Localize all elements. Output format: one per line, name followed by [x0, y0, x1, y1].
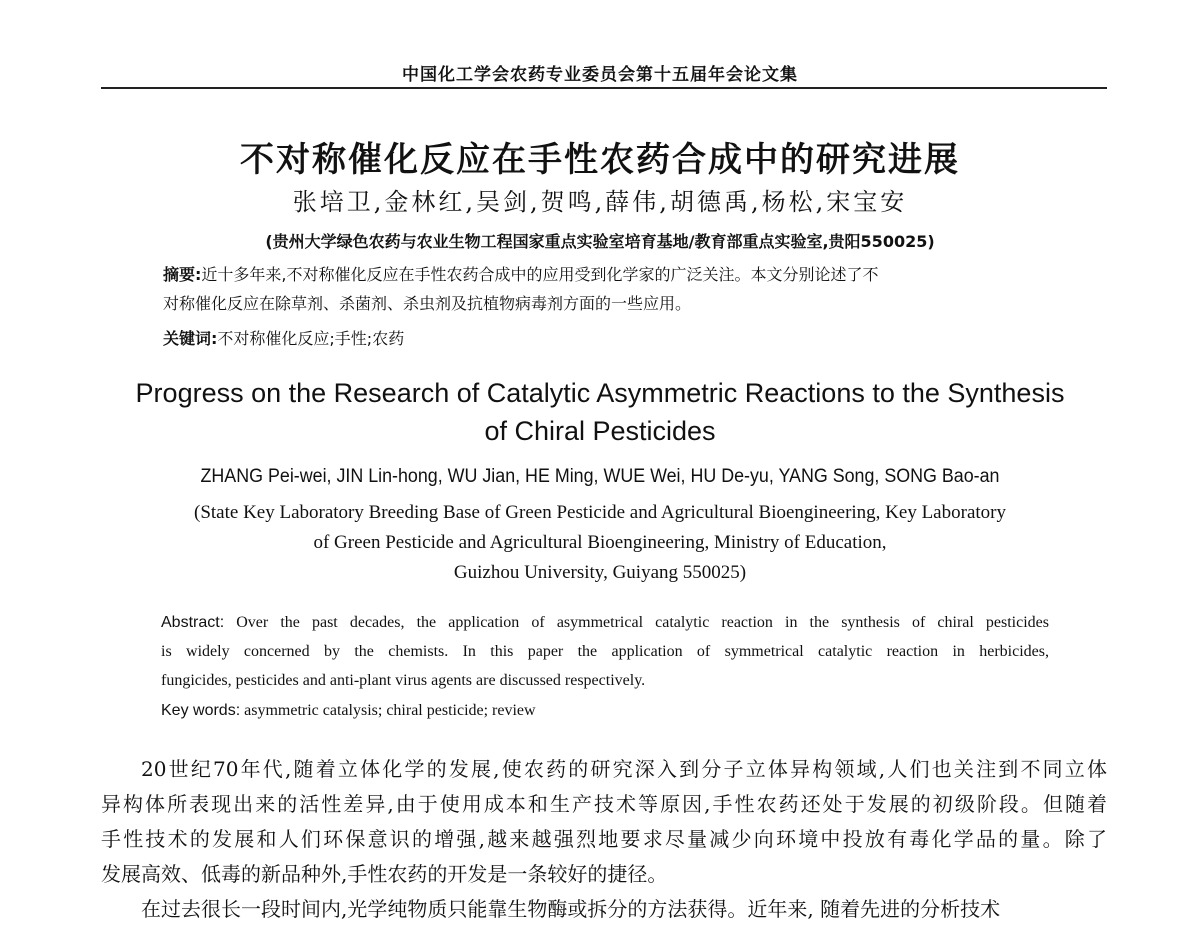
english-keywords-label: Key words:: [161, 702, 241, 719]
header-rule: [101, 87, 1107, 89]
english-keywords: [161, 702, 1049, 720]
chinese-title: 不对称催化反应在手性农药合成中的研究进展: [240, 140, 960, 180]
chinese-affiliation: (贵州大学绿色农药与农业生物工程国家重点实验室培育基地/教育部重点实验室,贵阳550025): [265, 232, 935, 251]
chinese-keywords: [163, 326, 1063, 349]
chinese-keywords-text: 不对称催化反应;手性;农药: [217, 329, 405, 348]
running-header: 中国化工学会农药专业委员会第十五届年会论文集: [402, 65, 798, 85]
english-abstract-text: is widely concerned by the chemists. In this paper the application of symmetrical catalytic reaction in herbicides,: [161, 643, 1049, 660]
body-paragraph-line: 在过去很长一段时间内,光学纯物质只能靠生物酶或拆分的方法获得。近年来, 随着先进的分析技术: [141, 897, 1001, 921]
english-title-line: Progress on the Research of Catalytic Asymmetric Reactions to the Synthesis: [135, 378, 1065, 408]
english-affiliation: [0, 498, 1200, 588]
english-keywords-text: asymmetric catalysis; chiral pesticide; review: [244, 702, 536, 719]
english-title-line: of Chiral Pesticides: [484, 416, 716, 446]
english-affiliation-line: (State Key Laboratory Breeding Base of Green Pesticide and Agricultural Bioengineering, Key Laboratory: [194, 502, 1006, 523]
body-paragraph-line: 发展高效、低毒的新品种外,手性农药的开发是一条较好的捷径。: [101, 862, 668, 886]
chinese-abstract-text: 对称催化反应在除草剂、杀菌剂、杀虫剂及抗植物病毒剂方面的一些应用。: [163, 294, 692, 313]
english-abstract-text: Over the past decades, the application of asymmetrical catalytic reaction in the synthesis of chiral pesticides: [236, 614, 1050, 631]
chinese-abstract: [163, 260, 1063, 318]
chinese-abstract-label: 摘要:: [163, 265, 202, 284]
chinese-abstract-text: 近十多年来,不对称催化反应在手性农药合成中的应用受到化学家的广泛关注。本文分别论述了不: [201, 265, 879, 284]
english-affiliation-line: of Green Pesticide and Agricultural Bioengineering, Ministry of Education,: [313, 532, 887, 553]
english-title: [90, 374, 1110, 450]
english-authors: ZHANG Pei-wei, JIN Lin-hong, WU Jian, HE Ming, WUE Wei, HU De-yu, YANG Song, SONG Bao-an: [200, 466, 1000, 487]
body-paragraph-line: 20世纪70年代,随着立体化学的发展,使农药的研究深入到分子立体异构领域,人们也关注到不同立体: [141, 757, 1107, 781]
english-abstract-label: Abstract:: [161, 614, 225, 631]
body-paragraph-line: 异构体所表现出来的活性差异,由于使用成本和生产技术等原因,手性农药还处于发展的初级阶段。但随着: [101, 792, 1107, 816]
english-abstract: [161, 608, 1049, 695]
english-affiliation-line: Guizhou University, Guiyang 550025): [453, 562, 747, 583]
chinese-keywords-label: 关键词:: [163, 329, 218, 348]
english-abstract-text: fungicides, pesticides and anti-plant virus agents are discussed respectively.: [161, 672, 646, 689]
body-paragraph-line: 手性技术的发展和人们环保意识的增强,越来越强烈地要求尽量减少向环境中投放有毒化学品的量。除了: [101, 827, 1107, 851]
chinese-authors: 张培卫,金林红,吴剑,贺鸣,薛伟,胡德禹,杨松,宋宝安: [292, 188, 908, 216]
body-text: [101, 752, 1107, 927]
